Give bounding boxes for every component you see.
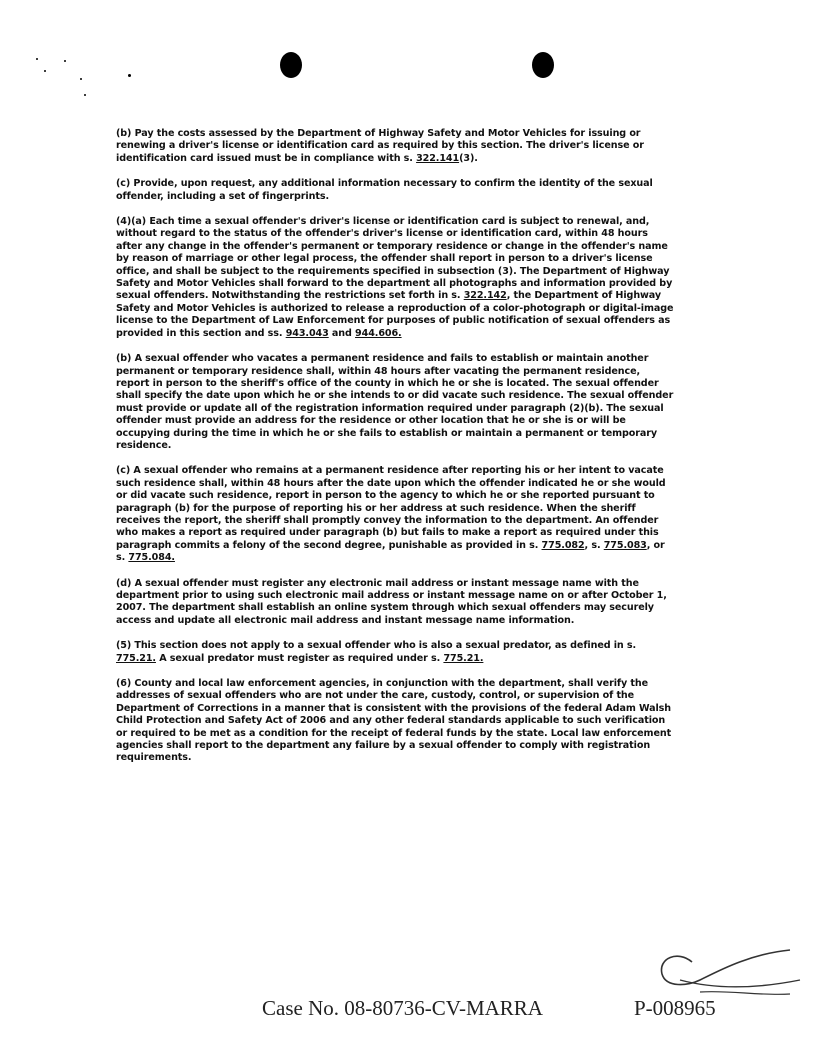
paragraph-p4b (116, 353, 676, 452)
statute-reference-link[interactable]: 322.142 (463, 290, 507, 302)
paragraph-text: (4)(a) Each time a sexual offender's driver's license or identification card is subject to renewal, and, without regard to the status of the offender's driver's license or identification card, within 48 hours after any change in the offender's permanent or temporary residence or change in the offender's name by reason of marriage or other legal process, the offender shall report in person to a driver's license office, and shall be subject to the requirements specified in subsection (3). The Department of Highway Safety and Motor Vehicles shall forward to the department all photographs and information provided by sexual offenders. Notwithstanding the restrictions set forth in s. (116, 216, 673, 302)
case-number: Case No. 08-80736-CV-MARRA (262, 996, 543, 1020)
paragraph-p3c (116, 178, 676, 203)
statute-text (116, 128, 676, 778)
scan-speck (44, 70, 46, 72)
paragraph-text: (3). (459, 152, 478, 164)
statute-reference-link[interactable]: 775.083 (603, 539, 647, 551)
paragraph-p5 (116, 640, 676, 665)
statute-reference-link[interactable]: 944.606. (355, 327, 402, 339)
paragraph-text: (c) Provide, upon request, any additional information necessary to confirm the identity of the sexual offender, including a set of fingerprints. (116, 178, 653, 202)
paragraph-p3b (116, 128, 676, 165)
statute-reference-link[interactable]: 775.21. (443, 652, 484, 664)
paragraph-text: and (328, 327, 356, 339)
paragraph-text: (6) County and local law enforcement agencies, in conjunction with the department, shall verify the addresses of sexual offenders who are not under the care, custody, control, or supervision of the Department of Corrections in a manner that is consistent with the provisions of the federal Adam Walsh Child Protection and Safety Act of 2006 and any other federal standards applicable to such verification or required to be met as a condition for the receipt of federal funds by the state. Local law enforcement agencies shall report to the department any failure by a sexual offender to comply with registration requirements. (116, 678, 672, 764)
paragraph-text: A sexual predator must register as required under s. (155, 652, 444, 664)
paragraph-p4c (116, 465, 676, 564)
punch-hole-right (532, 52, 554, 78)
scan-speck (64, 60, 66, 62)
scan-speck (84, 94, 86, 96)
paragraph-text: (d) A sexual offender must register any electronic mail address or instant message name with the department prior to using such electronic mail address or instant message name on or after October 1, 2007. The department shall establish an online system through which sexual offenders may securely access and update all electronic mail address and instant message name information. (116, 577, 667, 626)
paragraph-text: , s. (584, 539, 604, 551)
paragraph-text: , or s. (116, 539, 665, 564)
paragraph-text: (5) This section does not apply to a sexual offender who is also a sexual predator, as defined in s. (116, 640, 637, 652)
statute-reference-link[interactable]: 775.21. (116, 652, 156, 664)
paragraph-p4d (116, 578, 676, 628)
paragraph-text: (b) Pay the costs assessed by the Department of Highway Safety and Motor Vehicles for issuing or renewing a driver's license or identification card as required by this section. The driver's license or identification card issued must be in compliance with s. (116, 128, 644, 164)
paragraph-p4a (116, 216, 676, 340)
paragraph-text: (b) A sexual offender who vacates a permanent residence and fails to establish or maintain another permanent or temporary residence shall, within 48 hours after vacating the permanent residence, report in person to the sheriff's office of the county in which he or she is located. The sexual offender shall specify the date upon which he or she intends to or did vacate such residence. The sexual offender must provide or update all of the registration information required under paragraph (2)(b). The sexual offender must provide an address for the residence or other location that he or she is or will be occupying during the time in which he or she fails to establish or maintain a permanent or temporary residence. (116, 353, 674, 451)
scan-speck (128, 74, 131, 77)
paragraph-text: , the Department of Highway Safety and Motor Vehicles is authorized to release a reproduction of a color-photograph or digital-image license to the Department of Law Enforcement for purposes of public notification of sexual offenders as provided in this section and ss. (116, 290, 674, 339)
bates-number: P-008965 (634, 996, 716, 1020)
scan-speck (36, 58, 38, 60)
statute-reference-link[interactable]: 322.141 (416, 152, 460, 164)
statute-reference-link[interactable]: 943.043 (285, 327, 329, 339)
paragraph-text: (c) A sexual offender who remains at a permanent residence after reporting his or her intent to vacate such residence shall, within 48 hours after the date upon which the offender indicated he or she would or did vacate such residence, report in person to the agency to which he or she reported pursuant to paragraph (b) for the purpose of reporting his or her address at such residence. When the sheriff receives the report, the sheriff shall promptly convey the information to the department. An offender who makes a report as required under paragraph (b) but fails to make a report as required under this paragraph commits a felony of the second degree, punishable as provided in s. (116, 465, 666, 551)
statute-reference-link[interactable]: 775.084. (128, 552, 175, 564)
punch-hole-left (280, 52, 302, 78)
scan-speck (80, 78, 82, 80)
statute-reference-link[interactable]: 775.082 (541, 539, 585, 551)
paragraph-p6 (116, 678, 676, 765)
